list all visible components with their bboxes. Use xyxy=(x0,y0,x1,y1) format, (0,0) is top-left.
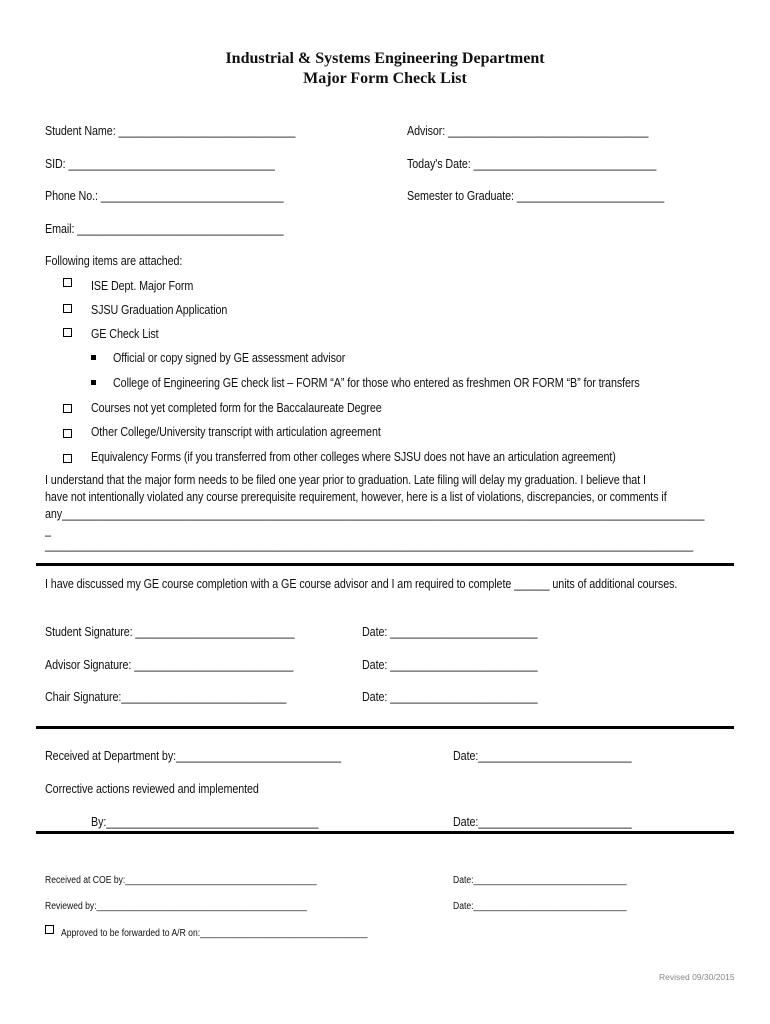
checkbox-other-transcript[interactable] xyxy=(63,429,72,438)
bullet-icon xyxy=(91,355,96,360)
semester-field[interactable]: Semester to Graduate: _________________________ xyxy=(407,189,665,203)
advisor-signature-field[interactable]: Advisor Signature: ___________________________ xyxy=(45,658,294,672)
bullet-icon xyxy=(91,380,96,385)
attachment-item-label: SJSU Graduation Application xyxy=(91,303,228,317)
todays-date-field[interactable]: Today's Date: _______________________________ xyxy=(407,157,657,171)
reviewed-by-field[interactable]: By:____________________________________ xyxy=(91,815,319,829)
received-coe-date[interactable]: Date:________________________________ xyxy=(453,875,627,886)
received-department-field[interactable]: Received at Department by:____________________________ xyxy=(45,749,342,763)
ge-statement: I have discussed my GE course completion with a GE course advisor and I am required to complete ______ units of additional courses. xyxy=(45,577,678,591)
coe-reviewed-by-date[interactable]: Date:________________________________ xyxy=(453,901,627,912)
checkbox-major-form[interactable] xyxy=(63,278,72,287)
received-coe-field[interactable]: Received at COE by:________________________________________ xyxy=(45,875,317,886)
advisor-signature-date[interactable]: Date: _________________________ xyxy=(362,658,538,672)
student-signature-date[interactable]: Date: _________________________ xyxy=(362,625,538,639)
statement-line: I understand that the major form needs to be filed one year prior to graduation. Late filing will delay my graduation. I believe that I xyxy=(45,473,646,487)
attachment-item-label: ISE Dept. Major Form xyxy=(91,279,194,293)
phone-field[interactable]: Phone No.: _______________________________ xyxy=(45,189,284,203)
advisor-field[interactable]: Advisor: __________________________________ xyxy=(407,124,649,138)
chair-signature-date[interactable]: Date: _________________________ xyxy=(362,690,538,704)
checkbox-equivalency-forms[interactable] xyxy=(63,454,72,463)
ge-subitem-label: Official or copy signed by GE assessment advisor xyxy=(113,351,346,365)
coe-reviewed-by-field[interactable]: Reviewed by:____________________________________________ xyxy=(45,901,308,912)
page-title-line2: Major Form Check List xyxy=(303,70,467,87)
attachment-item-label: Equivalency Forms (if you transferred from other colleges where SJSU does not have an articulation agreement) xyxy=(91,450,616,464)
checkbox-courses-not-completed[interactable] xyxy=(63,404,72,413)
statement-line: have not intentionally violated any course prerequisite requirement, however, here is a list of violations, discrepancies, or comments if xyxy=(45,490,667,504)
page-title-line1: Industrial & Systems Engineering Department xyxy=(225,50,545,67)
revised-date: Revised 09/30/2015 xyxy=(659,972,735,982)
sid-field[interactable]: SID: ___________________________________ xyxy=(45,157,275,171)
received-department-date[interactable]: Date:__________________________ xyxy=(453,749,632,763)
approved-forward-field[interactable]: Approved to be forwarded to A/R on:___________________________________ xyxy=(61,928,368,939)
section-divider xyxy=(36,563,734,566)
checkbox-approved-forward[interactable] xyxy=(45,925,54,934)
checkbox-ge-check-list[interactable] xyxy=(63,328,72,337)
student-name-field[interactable]: Student Name: ______________________________ xyxy=(45,124,296,138)
student-signature-field[interactable]: Student Signature: ___________________________ xyxy=(45,625,295,639)
comments-line[interactable]: ______________________________________________________________________________________________________________ xyxy=(45,538,694,552)
attachment-item-label: Courses not yet completed form for the Baccalaureate Degree xyxy=(91,401,382,415)
attachment-item-label: Other College/University transcript with articulation agreement xyxy=(91,425,381,439)
attachments-heading: Following items are attached: xyxy=(45,254,183,268)
comments-line[interactable]: _ xyxy=(45,523,51,537)
attachment-item-label: GE Check List xyxy=(91,327,159,341)
corrective-actions-label: Corrective actions reviewed and implemented xyxy=(45,782,259,796)
section-divider xyxy=(36,726,734,729)
section-divider xyxy=(36,831,734,834)
email-field[interactable]: Email: ___________________________________ xyxy=(45,222,284,236)
reviewed-by-date[interactable]: Date:__________________________ xyxy=(453,815,632,829)
ge-subitem-label: College of Engineering GE check list – FORM “A” for those who entered as freshmen OR FORM “B” for transfers xyxy=(113,376,640,390)
chair-signature-field[interactable]: Chair Signature:____________________________ xyxy=(45,690,287,704)
comments-line[interactable]: any_____________________________________________________________________________________________________________ xyxy=(45,507,705,521)
checkbox-graduation-application[interactable] xyxy=(63,304,72,313)
